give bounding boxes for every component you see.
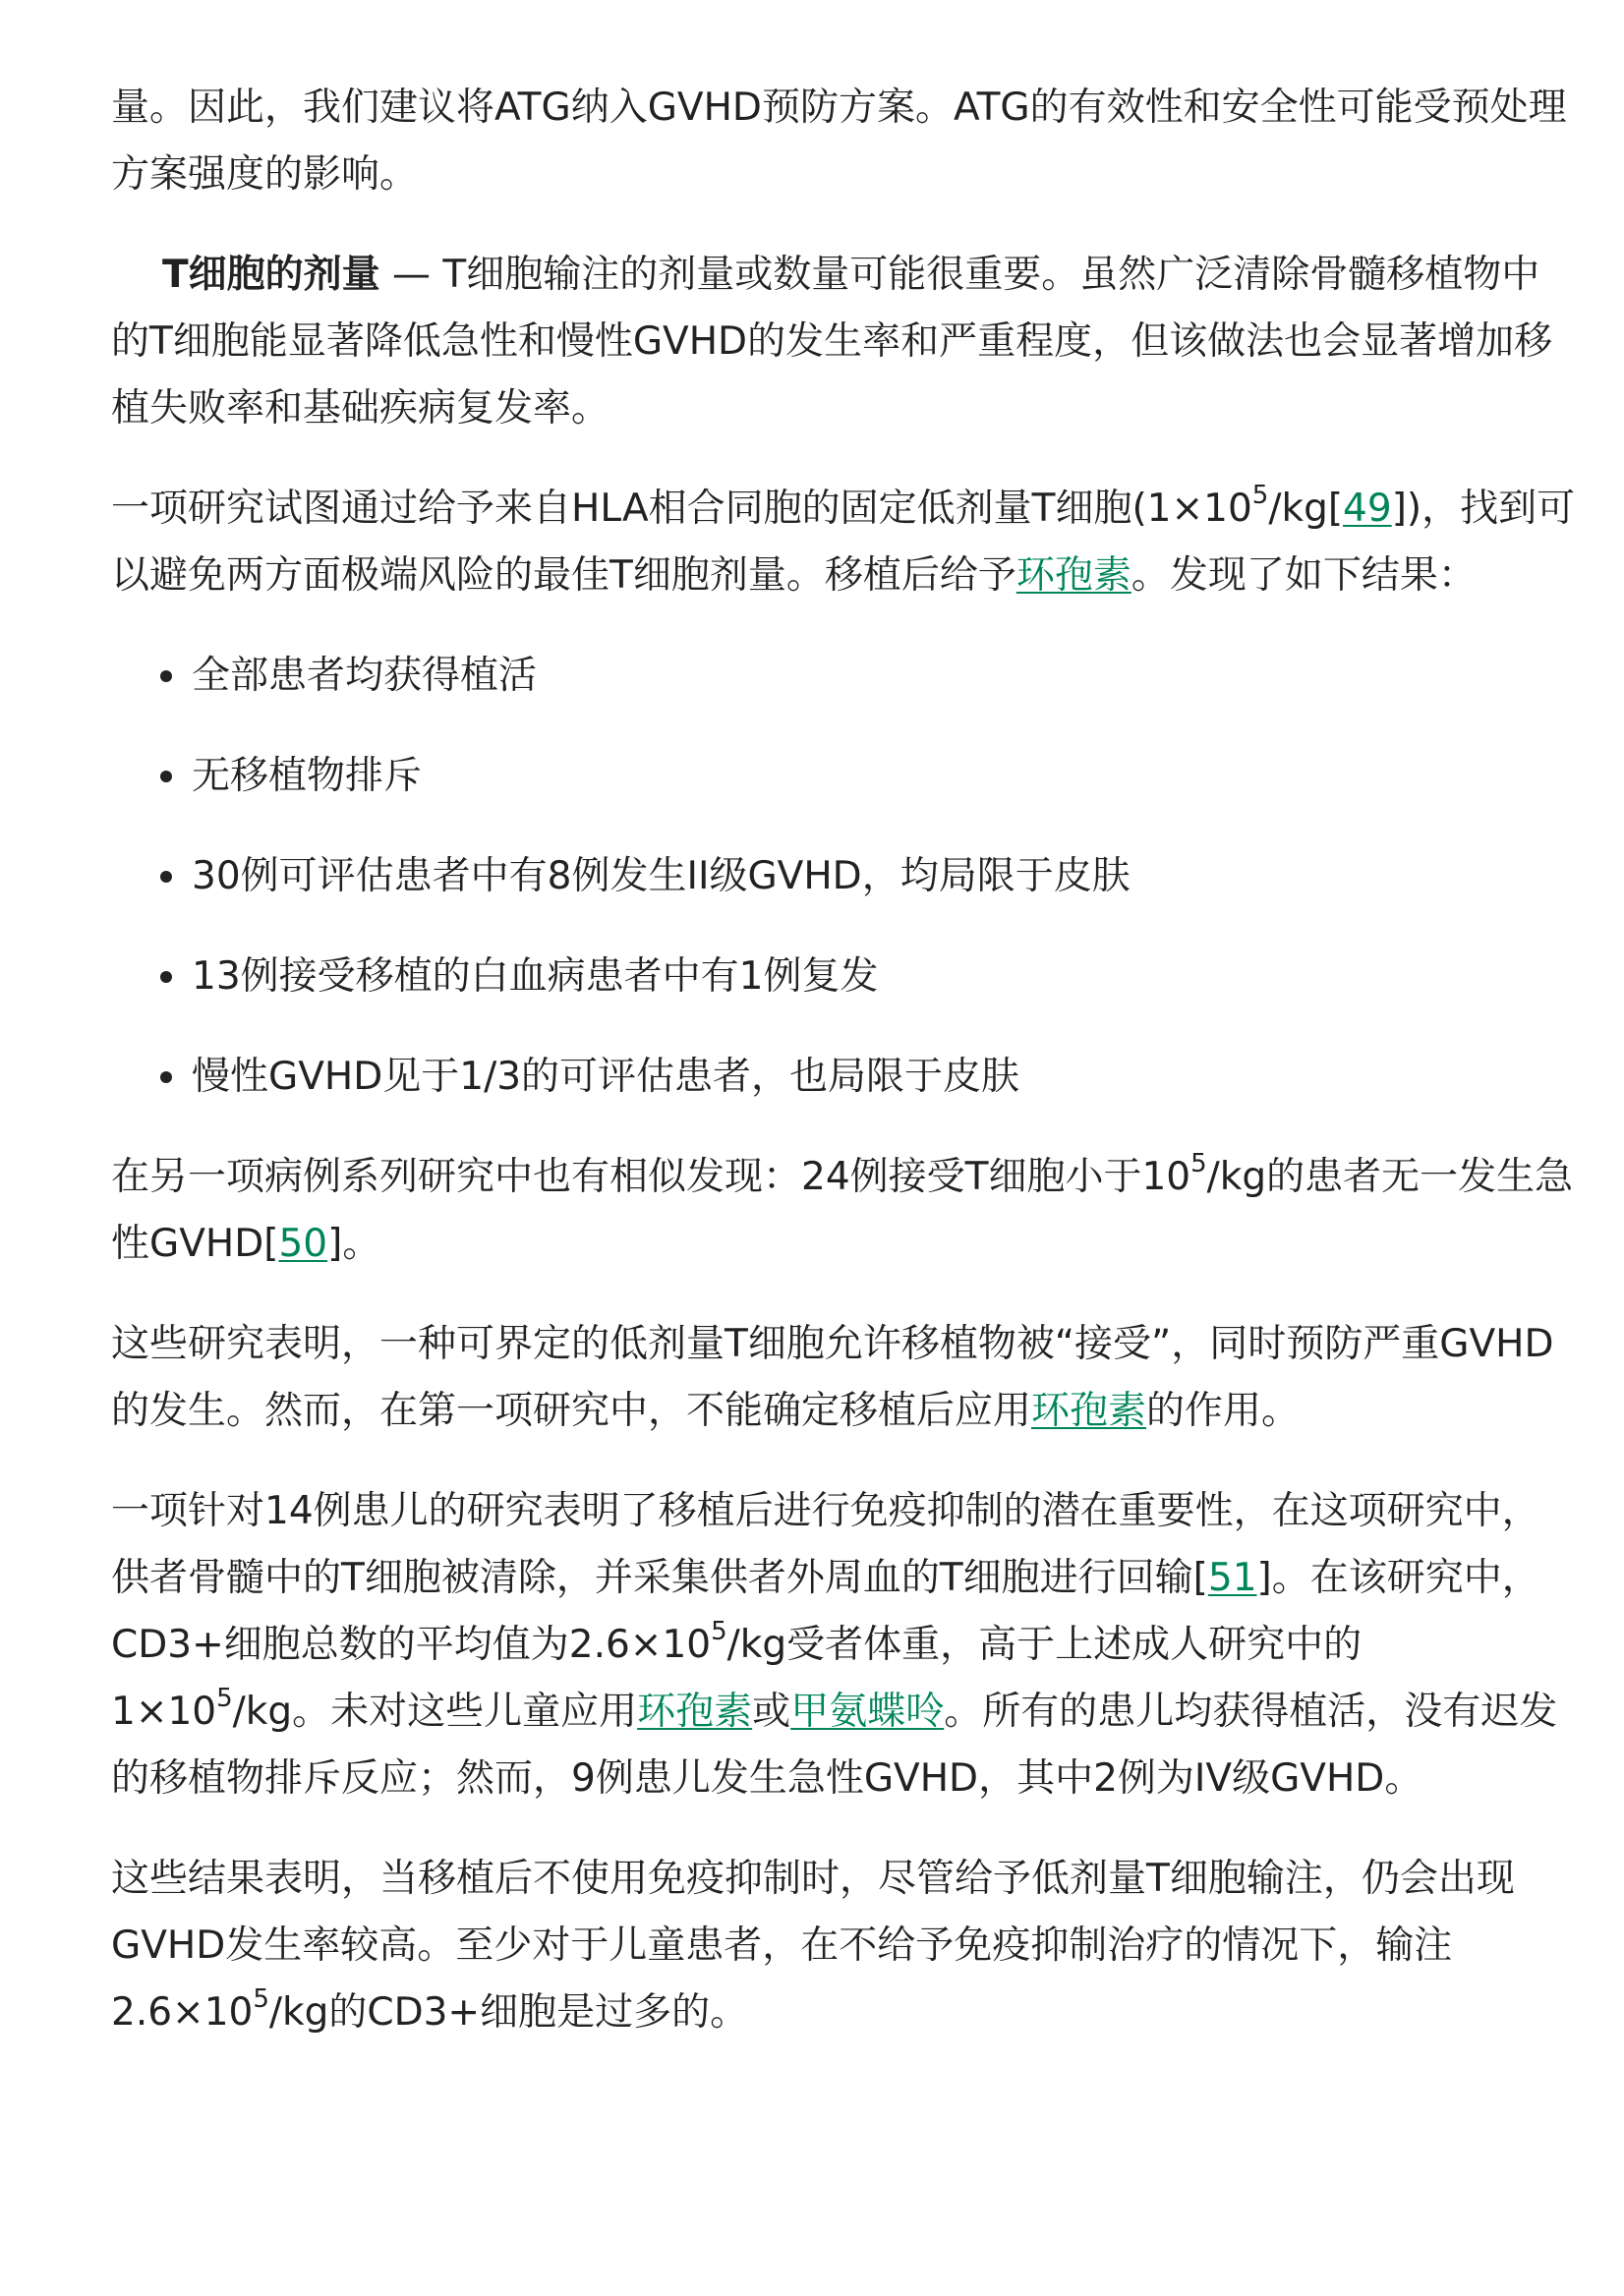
reference-link-49[interactable]: 49: [1343, 487, 1392, 531]
paragraph-text: 在另一项病例系列研究中也有相似发现：24例接受T细胞小于10: [111, 1155, 1191, 1199]
superscript: 5: [711, 1617, 727, 1646]
paragraph-text: ]。: [327, 1222, 381, 1266]
reference-link-51[interactable]: 51: [1207, 1556, 1257, 1600]
list-item: [111, 1044, 1576, 1111]
paragraph-text: 的作用。: [1146, 1389, 1301, 1433]
paragraph-final-conclusion: [111, 1846, 1576, 2046]
paragraph-text: ]。在该研究中，CD3+细胞总数的平均值为2.6×10: [111, 1556, 1540, 1667]
paragraph-text: ])，找到可以避免两方面极端风险的最佳T细胞剂量。移植后给予: [111, 487, 1576, 598]
results-list: [111, 643, 1576, 1111]
paragraph-text: /kg。未对这些儿童应用: [232, 1690, 638, 1734]
paragraph-text: 这些结果表明，当移植后不使用免疫抑制时，尽管给予低剂量T细胞输注，仍会出现GVHD发生率较高。至少对于儿童患者，在不给予免疫抑制治疗的情况下，输注2.6×10: [111, 1857, 1515, 2035]
paragraph-text: — T细胞输注的剂量或数量可能很重要。虽然广泛清除骨髓移植物中的T细胞能显著降低急性和慢性GVHD的发生率和严重程度，但该做法也会显著增加移植失败率和基础疾病复发率。: [111, 253, 1553, 430]
superscript: 5: [1190, 1149, 1207, 1178]
paragraph-text: /kg的患者无一发生急性GVHD[: [111, 1155, 1574, 1266]
superscript: 5: [1251, 481, 1269, 510]
paragraph-case-series: [111, 1144, 1576, 1278]
paragraph-text: 这些研究表明，一种可界定的低剂量T细胞允许移植物被“接受”，同时预防严重GVHD的发生。然而，在第一项研究中，不能确定移植后应用: [111, 1322, 1554, 1433]
paragraph-low-dose-conclusion: [111, 1311, 1576, 1445]
bullet-icon: [160, 971, 172, 983]
paragraph-atg-conclusion: [111, 75, 1576, 208]
article-body: [111, 75, 1576, 2080]
list-item: [111, 843, 1576, 910]
list-item-text: 全部患者均获得植活: [192, 654, 538, 698]
reference-link-50[interactable]: 50: [278, 1222, 328, 1266]
list-item-text: 30例可评估患者中有8例发生II级GVHD，均局限于皮肤: [192, 854, 1131, 898]
bullet-icon: [160, 1071, 172, 1083]
drug-link-cyclosporine[interactable]: 环孢素: [1031, 1389, 1147, 1433]
bullet-icon: [160, 871, 172, 883]
paragraph-text: 或: [752, 1690, 791, 1734]
list-item-text: 慢性GVHD见于1/3的可评估患者，也局限于皮肤: [192, 1055, 1020, 1099]
paragraph-text: 量。因此，我们建议将ATG纳入GVHD预防方案。ATG的有效性和安全性可能受预处理方案强度的影响。: [111, 86, 1567, 197]
paragraph-text: 。发现了如下结果：: [1131, 553, 1477, 598]
list-item: [111, 944, 1576, 1010]
paragraph-t-cell-dose: [111, 242, 1576, 442]
list-item: [111, 743, 1576, 810]
paragraph-text: 一项针对14例患儿的研究表明了移植后进行免疫抑制的潜在重要性，在这项研究中，供者骨髓中的T细胞被清除，并采集供者外周血的T细胞进行回输[: [111, 1489, 1540, 1600]
superscript: 5: [253, 1984, 269, 2014]
paragraph-text: /kg的CD3+细胞是过多的。: [268, 1990, 749, 2035]
superscript: 5: [216, 1684, 233, 1713]
drug-link-cyclosporine[interactable]: 环孢素: [637, 1690, 753, 1734]
list-item: [111, 643, 1576, 710]
paragraph-text: 。所有的患儿均获得植活，没有迟发的移植物排斥反应；然而，9例患儿发生急性GVHD，其中2例为IV级GVHD。: [111, 1690, 1558, 1801]
paragraph-pediatric-study: [111, 1478, 1576, 1812]
bullet-icon: [160, 670, 172, 682]
bullet-icon: [160, 771, 172, 782]
paragraph-hla-study: [111, 476, 1576, 609]
list-item-text: 13例接受移植的白血病患者中有1例复发: [192, 954, 879, 999]
section-heading: T细胞的剂量: [162, 253, 380, 297]
list-item-text: 无移植物排斥: [192, 754, 423, 798]
drug-link-cyclosporine[interactable]: 环孢素: [1015, 553, 1131, 598]
paragraph-text: /kg[: [1268, 487, 1344, 531]
paragraph-text: /kg受者体重，高于上述成人研究中的1×10: [111, 1623, 1363, 1734]
drug-link-methotrexate[interactable]: 甲氨蝶呤: [790, 1690, 945, 1734]
paragraph-text: 一项研究试图通过给予来自HLA相合同胞的固定低剂量T细胞(1×10: [111, 487, 1252, 531]
